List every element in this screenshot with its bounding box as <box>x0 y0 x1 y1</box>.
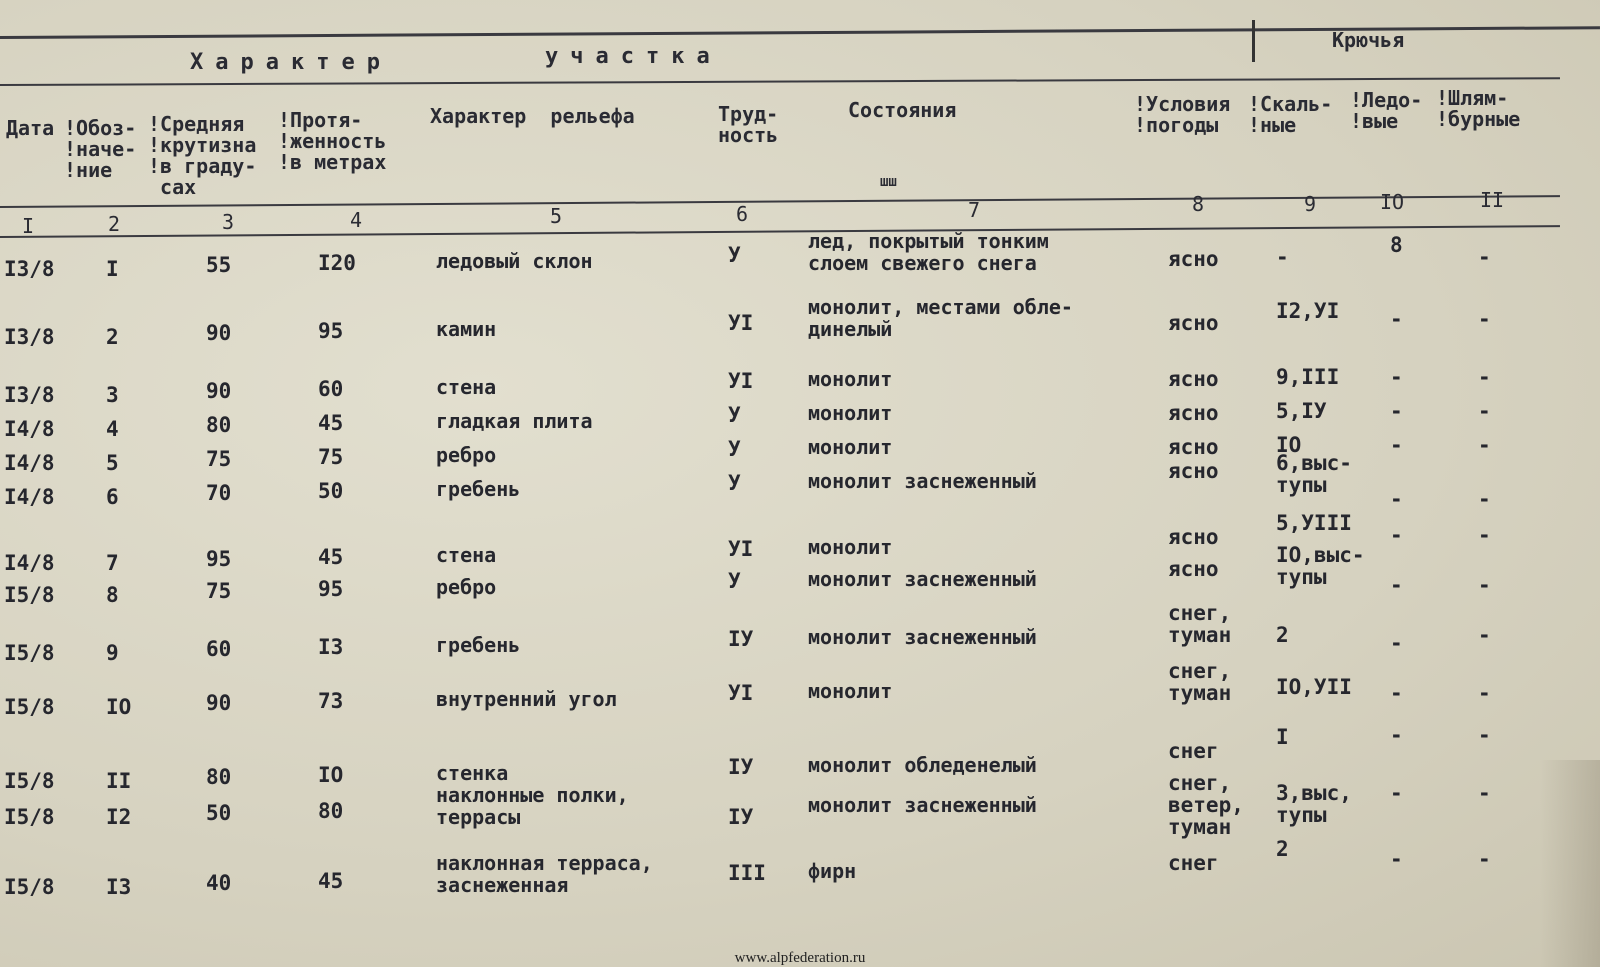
cell-bolt: - <box>1478 573 1491 597</box>
cell-rock: - <box>1276 245 1289 269</box>
group-header-hooks: Крючья <box>1332 28 1405 52</box>
col-header-difficulty: Труд- ность <box>718 102 779 147</box>
paper-stain <box>1540 760 1600 967</box>
cell-len: 50 <box>318 479 344 503</box>
cell-diff: У <box>728 569 741 593</box>
cell-len: 80 <box>318 799 344 823</box>
cell-ice: - <box>1390 681 1403 705</box>
cell-len: I3 <box>318 635 344 659</box>
cell-bolt: - <box>1478 781 1491 805</box>
cell-diff: У <box>728 403 741 427</box>
col-number: I <box>22 214 35 238</box>
cell-ice: - <box>1390 723 1403 747</box>
col-header-state-mark: шш <box>880 174 897 190</box>
group-header-section: участка <box>545 44 722 69</box>
cell-ice: - <box>1390 433 1403 457</box>
cell-diff: УI <box>728 681 754 705</box>
cell-relief: ледовый склон <box>436 249 593 273</box>
cell-len: 75 <box>318 445 344 469</box>
footer-url: www.alpfederation.ru <box>734 950 866 966</box>
cell-relief: гладкая плита <box>436 409 593 433</box>
cell-weather: снег, туман <box>1168 601 1232 647</box>
cell-date: I5/8 <box>4 769 55 793</box>
cell-num: 8 <box>106 583 119 607</box>
cell-weather: ясно <box>1168 247 1219 271</box>
cell-weather: ясно <box>1168 311 1219 335</box>
col-number: 5 <box>550 204 563 228</box>
cell-state: монолит <box>808 679 893 703</box>
cell-num: I2 <box>106 805 132 829</box>
cell-num: I3 <box>106 875 132 899</box>
cell-steep: 90 <box>206 691 232 715</box>
cell-state: монолит заснеженный <box>808 567 1037 591</box>
cell-rock: 5,IУ <box>1276 399 1327 423</box>
cell-rock: 2 <box>1276 623 1289 647</box>
cell-num: 4 <box>106 417 119 441</box>
col-number: 8 <box>1192 192 1205 216</box>
col-number: 2 <box>108 212 121 236</box>
cell-rock: I <box>1276 725 1289 749</box>
cell-steep: 80 <box>206 765 232 789</box>
cell-diff: У <box>728 243 741 267</box>
cell-bolt: - <box>1478 307 1491 331</box>
cell-diff: У <box>728 471 741 495</box>
cell-len: I20 <box>318 251 356 275</box>
col-number: 4 <box>350 208 363 232</box>
cell-relief: стена <box>436 543 497 567</box>
cell-steep: 80 <box>206 413 232 437</box>
cell-steep: 60 <box>206 637 232 661</box>
cell-steep: 90 <box>206 321 232 345</box>
cell-ice: - <box>1390 573 1403 597</box>
cell-date: I5/8 <box>4 805 55 829</box>
col-number: 9 <box>1304 192 1317 216</box>
cell-rock: IO <box>1276 433 1302 457</box>
cell-num: 2 <box>106 325 119 349</box>
cell-rock: IO,выс- тупы <box>1276 543 1365 589</box>
cell-date: I3/8 <box>4 325 55 349</box>
cell-steep: 95 <box>206 547 232 571</box>
col-header-rock: !Скаль- !ные <box>1248 92 1333 137</box>
group-header-character: Характер <box>190 50 392 75</box>
cell-len: 60 <box>318 377 344 401</box>
separator-mark <box>1252 20 1255 62</box>
cell-weather: снег <box>1168 851 1219 875</box>
cell-bolt: - <box>1478 847 1491 871</box>
col-number: 7 <box>968 198 981 222</box>
cell-bolt: - <box>1478 623 1491 647</box>
cell-weather: ясно <box>1168 401 1219 425</box>
cell-num: IO <box>106 695 132 719</box>
cell-len: 45 <box>318 869 344 893</box>
cell-weather: ясно <box>1168 557 1219 581</box>
cell-num: 6 <box>106 485 119 509</box>
cell-steep: 75 <box>206 447 232 471</box>
cell-ice: - <box>1390 847 1403 871</box>
cell-relief: стена <box>436 375 497 399</box>
cell-diff: УI <box>728 311 754 335</box>
cell-ice: - <box>1390 781 1403 805</box>
cell-bolt: - <box>1478 487 1491 511</box>
cell-diff: У <box>728 437 741 461</box>
cell-date: I5/8 <box>4 583 55 607</box>
cell-bolt: - <box>1478 681 1491 705</box>
cell-state: монолит <box>808 367 893 391</box>
cell-relief: камин <box>436 317 497 341</box>
cell-rock: 2 <box>1276 837 1289 861</box>
rule-group <box>0 77 1560 86</box>
cell-steep: 90 <box>206 379 232 403</box>
cell-diff: IУ <box>728 627 754 651</box>
cell-len: 95 <box>318 577 344 601</box>
cell-relief: гребень <box>436 477 521 501</box>
cell-state: монолит, местами обле- динелый <box>808 295 1073 341</box>
cell-steep: 75 <box>206 579 232 603</box>
cell-rock: IO,УII <box>1276 675 1352 699</box>
cell-num: 7 <box>106 551 119 575</box>
cell-diff: УI <box>728 537 754 561</box>
cell-weather: снег <box>1168 739 1219 763</box>
cell-len: 45 <box>318 545 344 569</box>
cell-ice: - <box>1390 523 1403 547</box>
cell-len: 45 <box>318 411 344 435</box>
cell-bolt: - <box>1478 523 1491 547</box>
cell-num: I <box>106 257 119 281</box>
col-header-state: Состояния <box>848 98 957 122</box>
cell-state: лед, покрытый тонким слоем свежего снега <box>808 229 1049 275</box>
cell-ice: 8 <box>1390 233 1403 257</box>
cell-date: I5/8 <box>4 641 55 665</box>
cell-num: 9 <box>106 641 119 665</box>
cell-rock: I2,УI <box>1276 299 1340 323</box>
cell-relief: наклонные полки, террасы <box>436 783 629 829</box>
cell-state: монолит заснеженный <box>808 793 1037 817</box>
cell-relief: гребень <box>436 633 521 657</box>
cell-relief: наклонная терраса, заснеженная <box>436 851 653 897</box>
cell-ice: - <box>1390 631 1403 655</box>
col-number: 3 <box>222 210 235 234</box>
cell-ice: - <box>1390 487 1403 511</box>
cell-date: I5/8 <box>4 875 55 899</box>
cell-date: I5/8 <box>4 695 55 719</box>
cell-steep: 50 <box>206 801 232 825</box>
cell-steep: 55 <box>206 253 232 277</box>
cell-state: монолит <box>808 401 893 425</box>
cell-ice: - <box>1390 399 1403 423</box>
cell-relief: ребро <box>436 575 497 599</box>
cell-state: монолит <box>808 435 893 459</box>
cell-bolt: - <box>1478 365 1491 389</box>
cell-relief: ребро <box>436 443 497 467</box>
cell-steep: 40 <box>206 871 232 895</box>
cell-relief: внутренний угол <box>436 687 617 711</box>
cell-rock: 5,УIII <box>1276 511 1352 535</box>
cell-rock: 3,выс, тупы <box>1276 781 1352 827</box>
col-number: IO <box>1380 190 1405 214</box>
cell-bolt: - <box>1478 723 1491 747</box>
cell-weather: ясно <box>1168 525 1219 549</box>
cell-num: II <box>106 769 132 793</box>
cell-date: I4/8 <box>4 485 55 509</box>
col-header-date: Дата <box>6 116 55 140</box>
cell-date: I4/8 <box>4 451 55 475</box>
cell-bolt: - <box>1478 399 1491 423</box>
cell-weather: ясно <box>1168 367 1219 391</box>
cell-state: монолит заснеженный <box>808 625 1037 649</box>
col-header-designation: !Обоз- !наче- !ние <box>64 116 137 182</box>
cell-ice: - <box>1390 365 1403 389</box>
cell-date: I4/8 <box>4 417 55 441</box>
cell-date: I4/8 <box>4 551 55 575</box>
cell-bolt: - <box>1478 433 1491 457</box>
cell-rock: 9,III <box>1276 365 1340 389</box>
cell-len: IO <box>318 763 344 787</box>
col-header-length: !Протя- !женность !в метрах <box>278 108 387 174</box>
cell-steep: 70 <box>206 481 232 505</box>
cell-diff: УI <box>728 369 754 393</box>
col-header-steepness: !Средняя !крутизна !в граду- сах <box>148 112 257 199</box>
cell-weather: снег, туман <box>1168 659 1232 705</box>
col-number: II <box>1480 188 1505 212</box>
cell-diff: IУ <box>728 805 754 829</box>
col-header-weather: !Условия !погоды <box>1134 92 1231 137</box>
cell-date: I3/8 <box>4 383 55 407</box>
col-number: 6 <box>736 202 749 226</box>
cell-date: I3/8 <box>4 257 55 281</box>
cell-bolt: - <box>1478 245 1491 269</box>
cell-relief: стенка <box>436 761 509 785</box>
col-header-relief: Характер рельефа <box>430 104 635 128</box>
cell-ice: - <box>1390 307 1403 331</box>
cell-rock: 6,выс- тупы <box>1276 451 1352 497</box>
col-header-ice: !Ледо- !вые <box>1350 88 1423 133</box>
cell-weather: ясно <box>1168 459 1219 483</box>
cell-state: монолит <box>808 535 893 559</box>
cell-len: 95 <box>318 319 344 343</box>
cell-num: 3 <box>106 383 119 407</box>
cell-state: монолит заснеженный <box>808 469 1037 493</box>
cell-diff: IУ <box>728 755 754 779</box>
cell-weather: снег, ветер, туман <box>1168 771 1244 839</box>
cell-state: монолит обледенелый <box>808 753 1037 777</box>
cell-state: фирн <box>808 859 857 883</box>
cell-weather: ясно <box>1168 435 1219 459</box>
cell-num: 5 <box>106 451 119 475</box>
cell-diff: III <box>728 861 766 885</box>
col-header-bolt: !Шлям- !бурные <box>1436 86 1521 131</box>
cell-len: 73 <box>318 689 344 713</box>
